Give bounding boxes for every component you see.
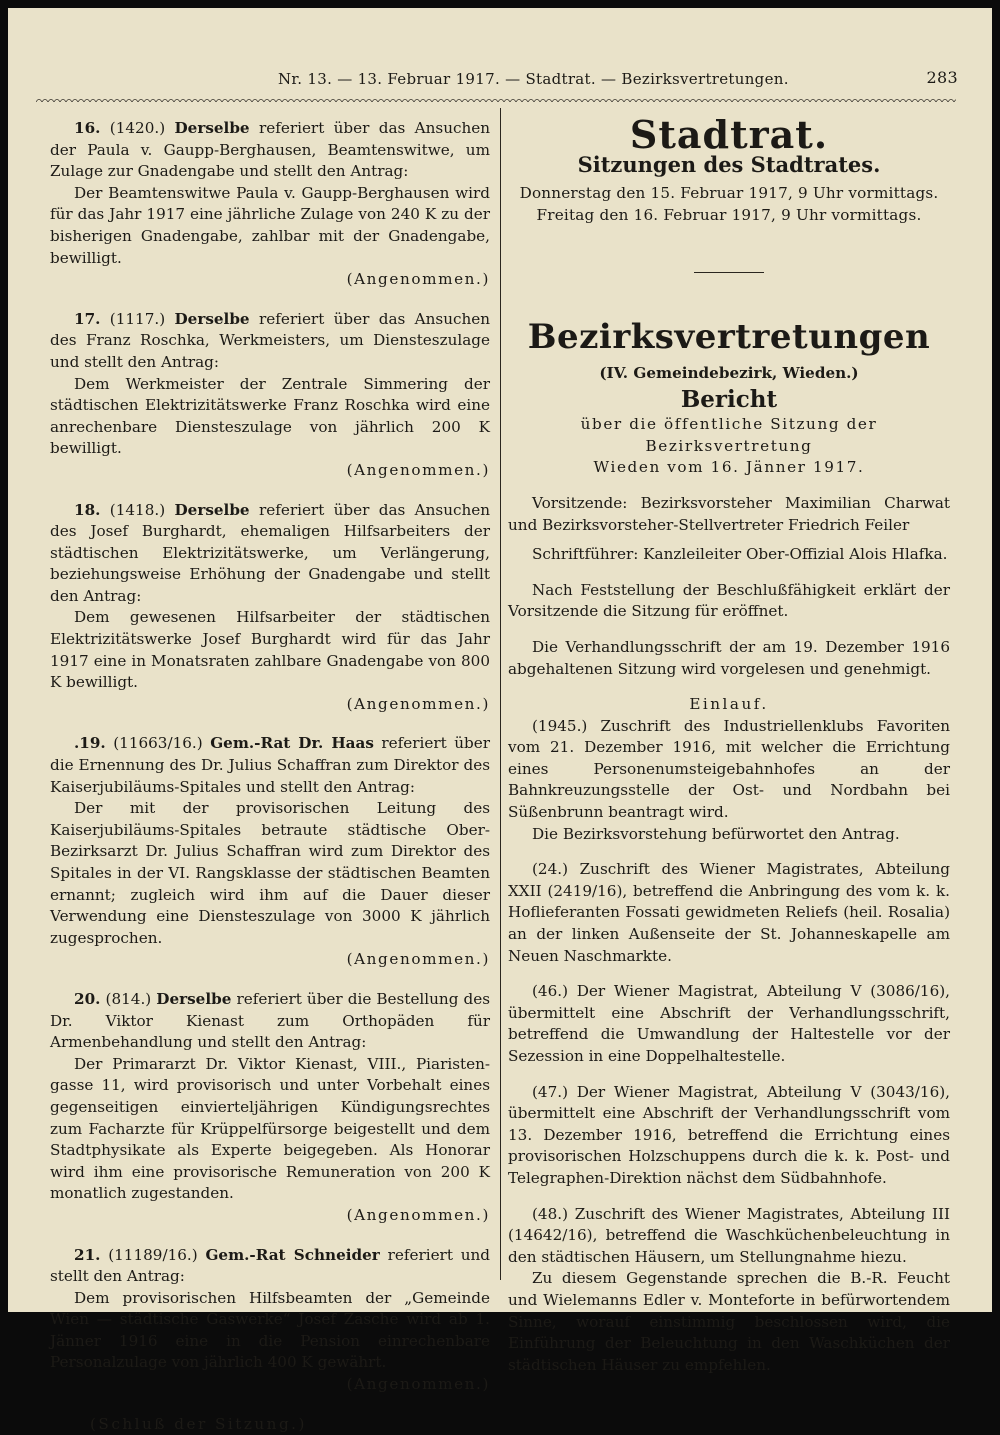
entry-number: 18. (74, 500, 101, 519)
entry-intro (50, 989, 490, 1054)
entry-ref: (11663/16.) (113, 734, 203, 753)
entry-18 (50, 500, 490, 716)
entry-ref: (814.) (105, 989, 152, 1008)
entry-ref: (11189/16.) (108, 1245, 198, 1264)
secretary: Schriftführer: Kanzleileiter Ober-Offizial Alois Hlafka. (532, 545, 948, 564)
minutes-paragraph: Die Verhandlungsschrift der am 19. Dezember 1916 abgehaltenen Sitzung wird vorgelesen und genehmigt. (508, 637, 950, 678)
speaker-name: Gem.-Rat Dr. Haas (210, 734, 374, 753)
entry-body: Dem gewesenen Hilfsarbeiter der städtischen Elektrizitätswerke Josef Burghardt wird für das Jahr 1917 eine in Monatsraten zahlbare Gnadengabe von 800 K bewilligt. (50, 608, 490, 692)
chair-persons: Vorsitzende: Bezirksvorsteher Maximilian Charwat und Bezirksvorsteher-Stellvertreter Friedrich Feiler (508, 493, 950, 534)
entry-number: 17. (74, 309, 101, 328)
entry-ref: (1420.) (109, 119, 166, 137)
bericht-subtitle-2: Wieden vom 16. Jänner 1917. (593, 458, 865, 477)
item-46: (46.) Der Wiener Magistrat, Abteilung V (3086/16), übermittelt eine Abschrift der Verhandlungsschrift, betreffend die Umwandlung der Haltestelle vor der Sezession in eine Doppelhaltestelle. (508, 982, 950, 1065)
entry-16 (50, 118, 490, 291)
page-number: 283 (926, 68, 958, 87)
item-47: (47.) Der Wiener Magistrat, Abteilung V (3043/16), übermittelt eine Abschrift der Verhandlungsschrift vom 13. Dezember 1916, betreffend die Errichtung eines provisorischen Holzschuppens durch die k. k. Post- und Telegraphen-Direktion nächst dem Südbahnhofe. (508, 1082, 950, 1187)
entry-ref: (1117.) (109, 309, 166, 328)
item-1945-note: Die Bezirksvorstehung befürwortet den Antrag. (532, 824, 900, 843)
entry-intro-text: referiert und stellt den Antrag: (50, 1245, 490, 1286)
entry-intro-text: referiert über das Ansuchen des Josef Burghardt, ehemaligen Hilfsarbeiters der städtischen Elektrizitätswerke, um Verlängerung, beziehungsweise Erhöhung der Gnadengabe und stellt den Antrag: (50, 500, 491, 605)
einlauf-heading: Einlauf. (689, 695, 769, 714)
sitzungen-heading: Sitzungen des Stadtrates. (577, 151, 881, 177)
opening-paragraph: Nach Feststellung der Beschlußfähigkeit erklärt der Vorsitzende die Sitzung für eröffnet. (508, 580, 950, 621)
entry-body: Dem provisorischen Hilfsbeamten der „Gemeinde Wien — städtische Gaswerke“ Josef Zasche wird ab 1. Jänner 1916 eine in die Pension einrechenbare Personalzulage von jährlich 400 K gewährt. (50, 1288, 490, 1372)
entry-number: 20. (74, 989, 101, 1008)
session-date-2: Freitag den 16. Februar 1917, 9 Uhr vormittags. (536, 205, 922, 224)
session-closing: (Schluß der Sitzung.) (90, 1414, 307, 1433)
entry-intro (50, 309, 490, 374)
left-column (50, 118, 490, 1435)
entry-body: Der mit der provisorischen Leitung des Kaiserjubiläums-Spitales betraute städtische Ober-Bezirksarzt Dr. Julius Schaffran wird zum Direktor des Spitales in der VI. Rangsklasse der städtischen Beamten ernannt; zugleich wird ihm auf die Dauer dieser Verwendung eine Diensteszulage von 3000 K jährlich zugesprochen. (50, 799, 490, 947)
entry-result: (Angenommen.) (346, 460, 490, 479)
entry-21 (50, 1245, 490, 1396)
entry-body: Der Primararzt Dr. Viktor Kienast, VIII., Piaristengasse 11, wird provisorisch und unter Vorbehalt eines gegenseitigen einvierteljährigen Kündigungsrechtes zum Facharzte für Krüppelfürsorge beigestellt und dem Stadtphysikate als Experte beigegeben. Als Honorar wird ihm eine provisorische Remuneration von 200 K monatlich zugestanden. (50, 1054, 490, 1203)
entry-number: 16. (74, 119, 101, 137)
entry-intro-text: referiert über die Bestellung des Dr. Viktor Kienast zum Orthopäden für Armenbehandlung und stellt den Antrag: (50, 989, 491, 1052)
speaker-name: Derselbe (174, 309, 250, 328)
bericht-heading: Bericht (680, 385, 778, 413)
district-label: (IV. Gemeindebezirk, Wieden.) (599, 363, 859, 382)
column-divider (500, 108, 501, 1280)
entry-intro (50, 118, 490, 183)
entry-result: (Angenommen.) (346, 1205, 490, 1224)
entry-19 (50, 733, 490, 971)
entry-20 (50, 989, 490, 1227)
entry-number: 21. (74, 1245, 101, 1264)
entry-intro (50, 1245, 490, 1288)
entry-result: (Angenommen.) (346, 270, 490, 289)
speaker-name: Derselbe (156, 989, 232, 1008)
session-date-1: Donnerstag den 15. Februar 1917, 9 Uhr vormittags. (519, 184, 939, 203)
page-header (48, 64, 968, 98)
item-1945: (1945.) Zuschrift des Industriellenklubs Favoriten vom 21. Dezember 1916, mit welcher die Errichtung eines Personenumsteigebahnhofes an der Bahnkreuzungsstelle der Ost- und Nordbahn bei Süßenbrunn beantragt wird. (508, 716, 950, 822)
running-title: Nr. 13. — 13. Februar 1917. — Stadtrat. — Bezirksvertretungen. (278, 70, 789, 88)
entry-ref: (1418.) (109, 500, 166, 519)
speaker-name: Derselbe (174, 500, 250, 519)
bezirksvertretungen-heading: Bezirksvertretungen (527, 317, 931, 358)
entry-17 (50, 309, 490, 482)
section-divider (694, 272, 764, 273)
stadtrat-heading: Stadtrat. (629, 112, 829, 157)
entry-intro (50, 733, 490, 798)
entry-result: (Angenommen.) (346, 950, 490, 969)
speaker-name: Derselbe (174, 119, 250, 137)
entry-intro-text: referiert über die Ernennung des Dr. Julius Schaffran zum Direktor des Kaiserjubiläums-Spitales und stellt den Antrag: (50, 734, 491, 796)
item-48-resolution: Zu diesem Gegenstande sprechen die B.-R. Feucht und Wielemanns Edler v. Monteforte in befürwortendem Sinne, worauf einstimmig beschlossen wird, die Einführung der Beleuchtung in den Waschküchen der städtischen Häuser zu empfehlen. (508, 1269, 950, 1374)
entry-body: Dem Werkmeister der Zentrale Simmering der städtischen Elektrizitätswerke Franz Roschka wird eine anrechenbare Diensteszulage von jährlich 200 K bewilligt. (50, 374, 490, 458)
item-48: (48.) Zuschrift des Wiener Magistrates, Abteilung III (14642/16), betreffend die Waschküchenbeleuchtung in den städtischen Häusern, um Stellungnahme hiezu. (508, 1204, 950, 1266)
right-column (508, 112, 950, 1376)
entry-result: (Angenommen.) (346, 694, 490, 713)
entry-intro-text: referiert über das Ansuchen des Franz Roschka, Werkmeisters, um Diensteszulage und stellt den Antrag: (50, 309, 491, 371)
entry-intro (50, 500, 490, 608)
entry-intro-text: referiert über das Ansuchen der Paula v. Gaupp-Berghausen, Beamtenswitwe, um Zulage zur Gnadengabe und stellt den Antrag: (50, 119, 491, 181)
entry-body: Der Beamtenswitwe Paula v. Gaupp-Berghausen wird für das Jahr 1917 eine jährliche Zulage von 240 K zu der bisherigen Gnadengabe, zahlbar mit der Gnadengabe, bewilligt. (50, 183, 490, 267)
entry-result: (Angenommen.) (346, 1375, 490, 1394)
item-24: (24.) Zuschrift des Wiener Magistrates, Abteilung XXII (2419/16), betreffend die Anbringung des vom k. k. Hoflieferanten Fossati gewidmeten Reliefs (heil. Rosalia) an der linken Außenseite der St. Johanneskapelle am Neuen Naschmarkte. (508, 860, 950, 965)
speaker-name: Gem.-Rat Schneider (205, 1245, 380, 1264)
header-wavy-rule (36, 96, 956, 102)
bericht-subtitle-1: über die öffentliche Sitzung der Bezirksvertretung (580, 415, 878, 455)
newspaper-page (8, 8, 992, 1433)
entry-number: .19. (74, 734, 106, 753)
